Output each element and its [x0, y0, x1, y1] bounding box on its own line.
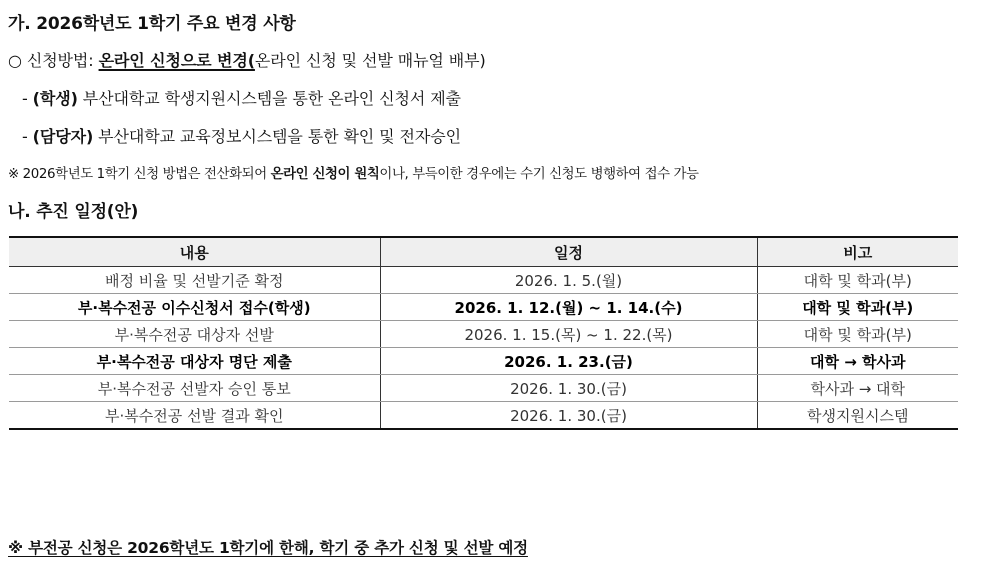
schedule-header-row [9, 237, 958, 267]
table-row [9, 402, 958, 430]
table-row [9, 267, 958, 294]
section-b-title: 나. 추진 일정(안) [8, 202, 139, 222]
footer-note: ※ 부전공 신청은 2026학년도 1학기에 한해, 학기 중 추가 신청 및 선발 예정 [8, 539, 528, 557]
manager-text: 부산대학교 교육정보시스템을 통한 확인 및 전자승인 [93, 127, 461, 146]
row-date: 2026. 1. 23.(금) [380, 348, 757, 375]
method-note [8, 163, 699, 182]
row-note: 학생지원시스템 [757, 402, 958, 430]
row-date: 2026. 1. 30.(금) [380, 402, 757, 430]
method-emphasis: 온라인 신청으로 변경( [98, 51, 255, 70]
row-date: 2026. 1. 15.(목) ~ 1. 22.(목) [380, 321, 757, 348]
manager-dash: - [22, 127, 33, 146]
manager-role: (담당자) [32, 127, 94, 146]
row-note: 대학 및 학과(부) [757, 321, 958, 348]
manager-line [22, 124, 461, 147]
method-line [8, 48, 486, 71]
row-content: 부·복수전공 선발 결과 확인 [9, 402, 380, 430]
header-content: 내용 [9, 237, 380, 267]
row-note: 대학 → 학사과 [757, 348, 958, 375]
table-row [9, 348, 958, 375]
row-note: 학사과 → 대학 [757, 375, 958, 402]
note-before: ※ 2026학년도 1학기 신청 방법은 전산화되어 [8, 167, 271, 182]
row-content: 부·복수전공 대상자 선발 [9, 321, 380, 348]
student-role: (학생) [32, 89, 78, 108]
header-note: 비고 [757, 237, 958, 267]
student-text: 부산대학교 학생지원시스템을 통한 온라인 신청서 제출 [77, 89, 461, 108]
table-row [9, 294, 958, 321]
row-note: 대학 및 학과(부) [757, 267, 958, 294]
row-content: 배정 비율 및 선발기준 확정 [9, 267, 380, 294]
section-a-title: 가. 2026학년도 1학기 주요 변경 사항 [8, 14, 296, 34]
student-dash: - [22, 89, 33, 108]
table-row [9, 375, 958, 402]
table-row [9, 321, 958, 348]
row-date: 2026. 1. 5.(월) [380, 267, 757, 294]
note-bold: 온라인 신청이 원칙 [270, 167, 380, 182]
method-prefix: ○ 신청방법: [8, 51, 99, 70]
header-date: 일정 [380, 237, 757, 267]
row-date: 2026. 1. 12.(월) ~ 1. 14.(수) [380, 294, 757, 321]
row-date: 2026. 1. 30.(금) [380, 375, 757, 402]
student-line [22, 86, 461, 109]
row-note: 대학 및 학과(부) [757, 294, 958, 321]
row-content: 부·복수전공 대상자 명단 제출 [9, 348, 380, 375]
row-content: 부·복수전공 선발자 승인 통보 [9, 375, 380, 402]
note-after: 이나, 부득이한 경우에는 수기 신청도 병행하여 접수 가능 [379, 167, 699, 182]
schedule-table [9, 236, 958, 430]
method-rest: 온라인 신청 및 선발 매뉴얼 배부) [254, 51, 486, 70]
row-content: 부·복수전공 이수신청서 접수(학생) [9, 294, 380, 321]
